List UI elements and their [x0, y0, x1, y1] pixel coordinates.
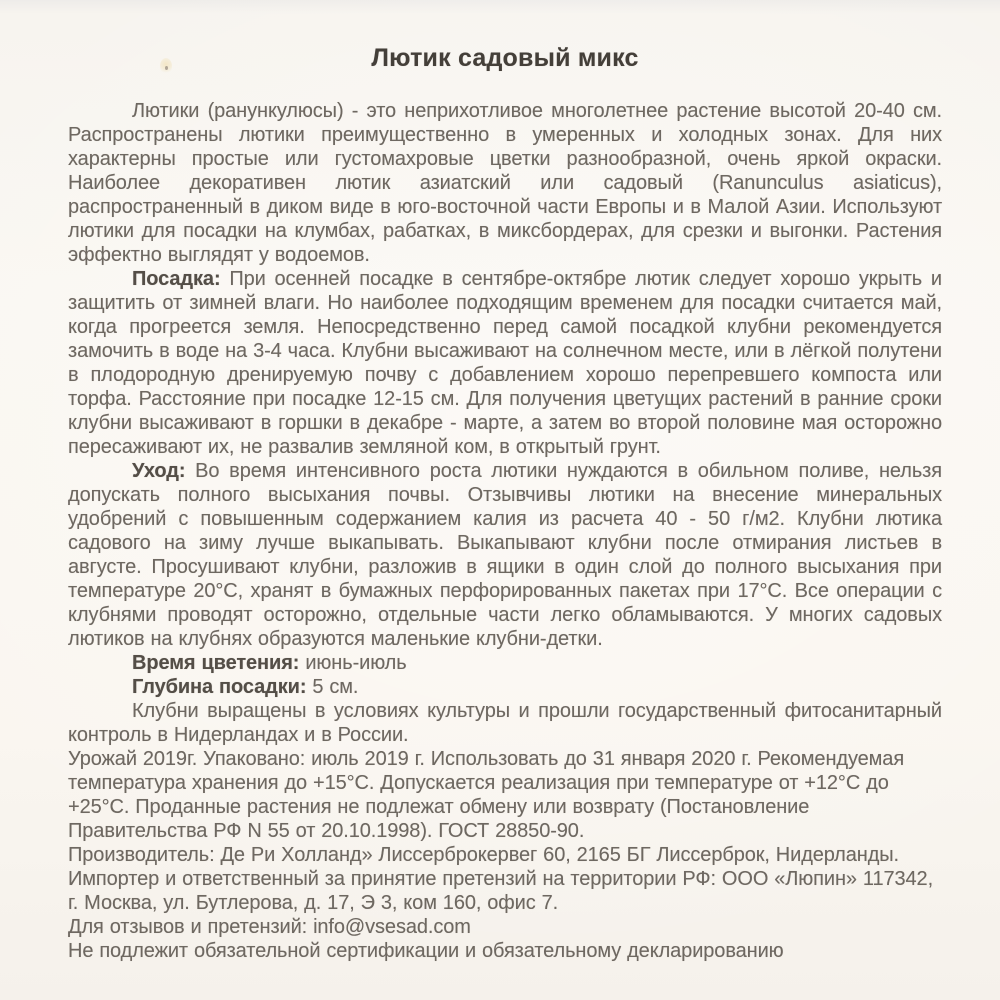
- flowering-time-label: Время цветения:: [132, 652, 300, 674]
- paragraph-text: Урожай 2019г. Упаковано: июль 2019 г. Использовать до 31 января 2020 г. Рекомендуемая температура хранения до +15°С. Допускается реализация при температуре от +12°С до +25°С. Проданные растения не подлежат обмену или возврату (Постановление Правительства РФ N 55 от 20.10.1998). ГОСТ 28850-90.: [68, 748, 905, 842]
- planting-depth-value: 5 см.: [312, 676, 359, 698]
- paragraph-text: Лютики (ранункулюсы) - это неприхотливое многолетнее растение высотой 20-40 см. Распространены лютики преимущественно в умеренных и холодных зонах. Для них характерны простые или густомахровые цветки разнообразной, очень яркой окраски. Наиболее декоративен лютик азиатский или садовый (Ranunculus asiaticus), распространенный в диком виде в юго-восточной части Европы и в Малой Азии. Используют лютики для посадки на клумбах, рабатках, в миксбордерах, для срезки и выгонки. Растения эффектно выглядят у водоемов.: [68, 100, 942, 266]
- planting-label: Посадка:: [132, 268, 221, 290]
- paper-speck: [160, 58, 172, 74]
- paragraph-text: Клубни выращены в условиях культуры и прошли государственный фитосанитарный контроль в Нидерландах и в России.: [68, 700, 942, 746]
- feedback-line: [68, 915, 942, 939]
- planting-depth-line: [68, 675, 942, 699]
- importer-paragraph: [68, 867, 942, 915]
- paragraph-text: Импортер и ответственный за принятие претензий на территории РФ: ООО «Люпин» 117342, г. Москва, ул. Бутлерова, д. 17, Э 3, ком 160, офис 7.: [68, 868, 934, 914]
- producer-line: [68, 843, 942, 867]
- planting-depth-label: Глубина посадки:: [132, 676, 307, 698]
- paragraph-text: Не подлежит обязательной сертификации и обязательному декларированию: [68, 940, 784, 962]
- care-label: Уход:: [132, 460, 186, 482]
- flowering-time-value: июнь-июль: [305, 652, 407, 674]
- paragraph-text: Во время интенсивного роста лютики нуждаются в обильном поливе, нельзя допускать полного высыхания почвы. Отзывчивы лютики на внесение минеральных удобрений с повышенным содержанием калия из расчета 40 - 50 г/м2. Клубни лютика садового на зиму лучше выкапывать. Выкапывают клубни после отмирания листьев в августе. Просушивают клубни, разложив в ящики в один слой до полного высыхания при температуре 20°С, хранят в бумажных перфорированных пакетах при 17°С. Все операции с клубнями проводят осторожно, отдельные части легко обламываются. У многих садовых лютиков на клубнях образуются маленькие клубни-детки.: [68, 460, 942, 650]
- flowering-time-line: [68, 651, 942, 675]
- phytosanitary-paragraph: [68, 699, 942, 747]
- certification-line: [68, 939, 942, 963]
- care-paragraph: [68, 459, 942, 651]
- paragraph-text: Производитель: Де Ри Холланд» Лиссерброкервег 60, 2165 БГ Лиссерброк, Нидерланды.: [68, 844, 899, 866]
- harvest-storage-paragraph: [68, 747, 942, 843]
- planting-paragraph: [68, 267, 942, 459]
- intro-paragraph: [68, 99, 942, 267]
- paragraph-text: Для отзывов и претензий: info@vsesad.com: [68, 916, 471, 938]
- paragraph-text: При осенней посадке в сентябре-октябре лютик следует хорошо укрыть и защитить от зимней влаги. Но наиболее подходящим временем для посадки считается май, когда прогреется земля. Непосредственно перед самой посадкой клубни рекомендуется замочить в воде на 3-4 часа. Клубни высаживают на солнечном месте, или в лёгкой полутени в плодородную дренируемую почву с добавлением хорошо перепревшего компоста или торфа. Расстояние при посадке 12-15 см. Для получения цветущих растений в ранние сроки клубни высаживают в горшки в декабре - марте, а затем во второй половине мая осторожно пересаживают их, не развалив земляной ком, в открытый грунт.: [68, 268, 942, 458]
- page-title: Лютик садовый микс: [371, 44, 639, 72]
